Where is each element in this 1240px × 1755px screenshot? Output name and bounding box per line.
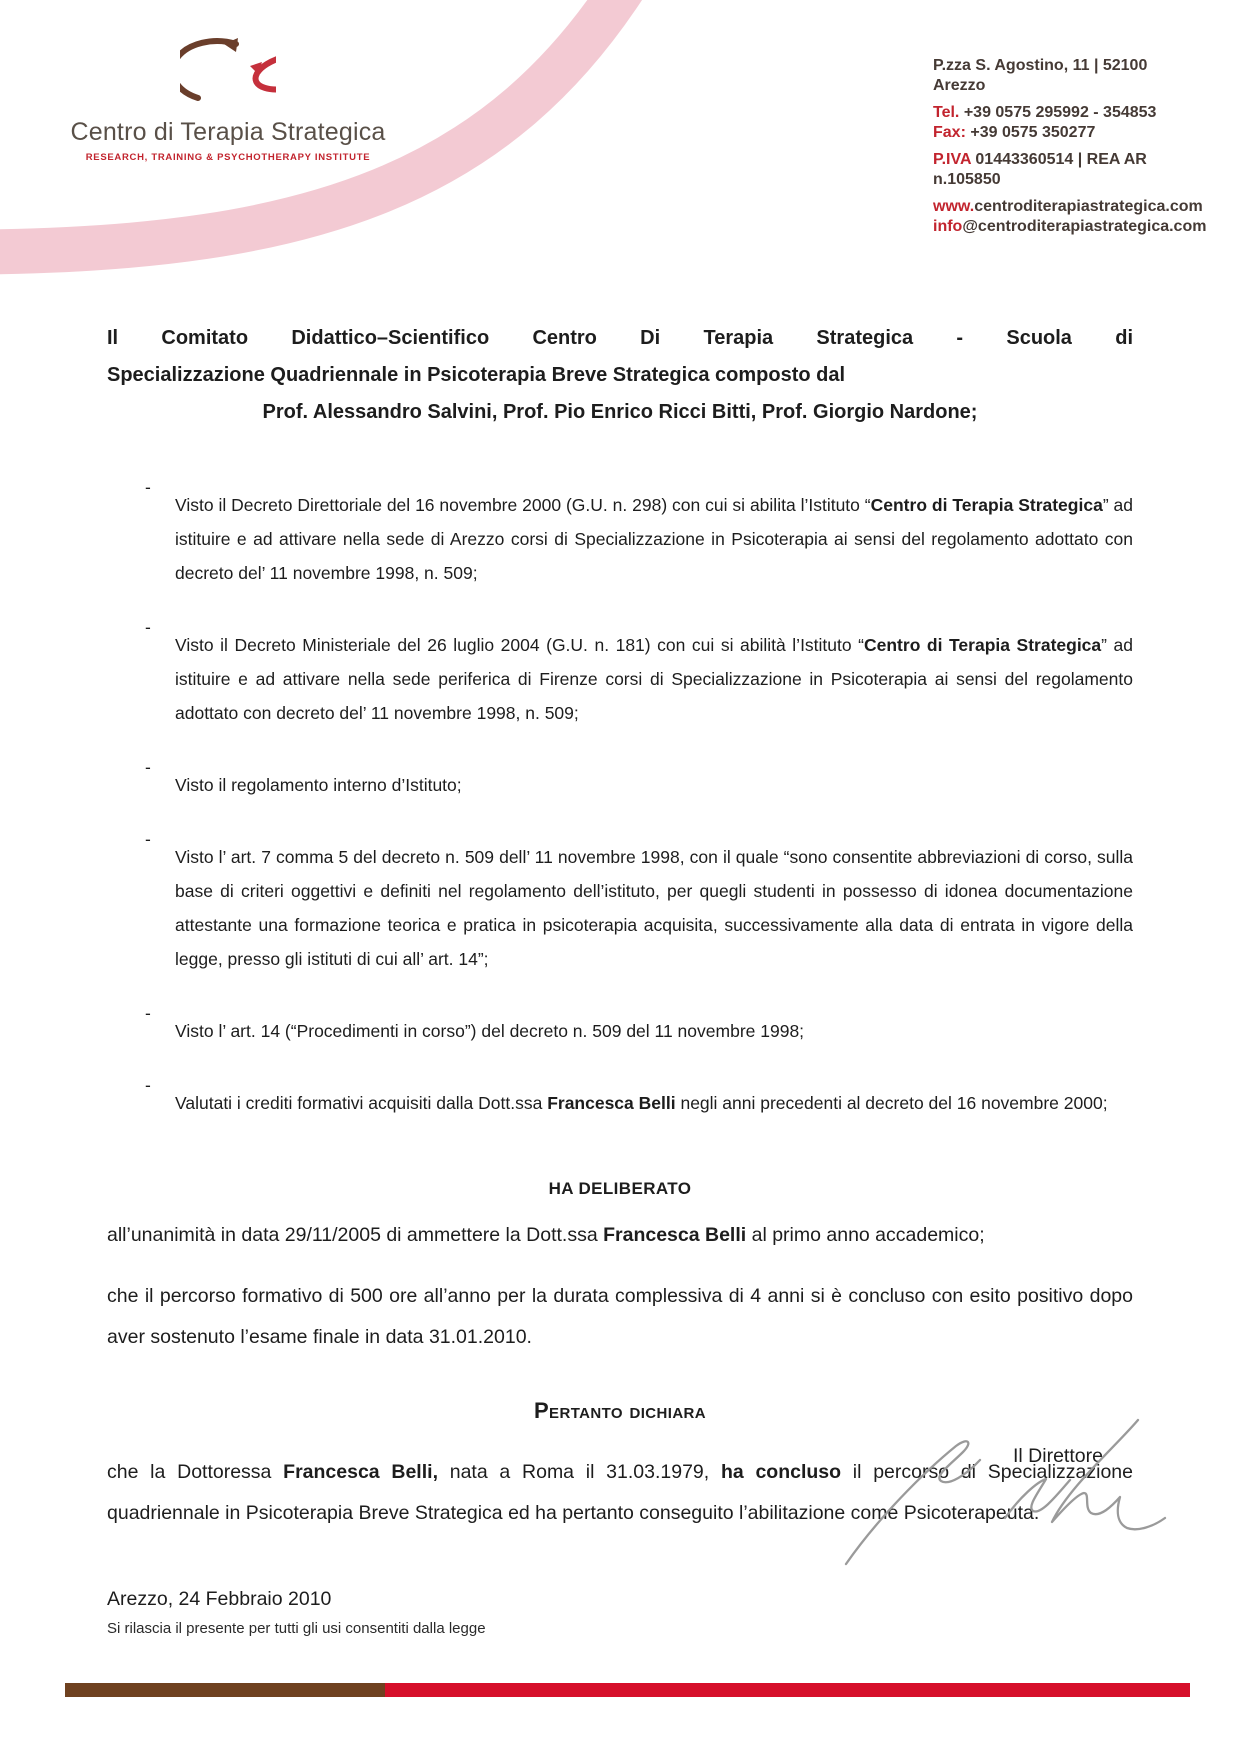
bullet-text: Visto l’ art. 7 comma 5 del decreto n. 509 dell’ 11 novembre 1998, con il quale “sono consentite abbreviazioni di corso, sulla base di criteri oggettivi e definiti nel regolamento dell’istituto, per quegli studenti in possesso di idonea documentazione attestante una formazione teorica e pratica in psicoterapia acquisita, successivamente alla data di entrata in vigore della legge, presso gli istituti di cui all’ art. 14”; <box>175 846 1133 969</box>
bullet-text: Valutati i crediti formativi acquisiti dalla Dott.ssa Francesca Belli negli anni precedenti al decreto del 16 novembre 2000; <box>175 1092 1108 1113</box>
title-line-2: Specializzazione Quadriennale in Psicoterapia Breve Strategica composto dal <box>107 364 846 386</box>
footer-note: Si rilascia il presente per tutti gli usi consentiti dalla legge <box>107 1620 486 1637</box>
contact-fax: Fax: +39 0575 350277 <box>933 124 1096 141</box>
footer-color-bar <box>65 1683 1190 1697</box>
logo-block <box>48 28 408 163</box>
contact-block <box>933 56 1207 237</box>
contact-email: info@centroditerapiastrategica.com <box>933 218 1207 235</box>
list-item <box>107 470 1133 607</box>
bullet-dash: - <box>145 757 151 777</box>
bullet-text: Visto il regolamento interno d’Istituto; <box>175 774 462 795</box>
list-item <box>107 610 1133 747</box>
logo-swirl-icon <box>180 28 276 116</box>
deliberato-paragraph-2: che il percorso formativo di 500 ore all’anno per la durata complessiva di 4 anni si è concluso con esito positivo dopo aver sostenuto l’esame finale in data 31.01.2010. <box>107 1284 1133 1348</box>
list-item <box>107 822 1133 993</box>
contact-tel: Tel. +39 0575 295992 - 354853 <box>933 104 1157 121</box>
bullet-dash: - <box>145 1075 151 1095</box>
bullet-text: Visto il Decreto Ministeriale del 26 luglio 2004 (G.U. n. 181) con cui si abilità l’Istituto “Centro di Terapia Strategica” ad istituire e ad attivare nella sede periferica di Firenze corsi di Specializzazione in Psicoterapia ai sensi del regolamento adottato con decreto del’ 11 novembre 1998, n. 509; <box>175 634 1133 723</box>
logo-name: Centro di Terapia Strategica <box>70 118 386 146</box>
dichiara-paragraph: che la Dottoressa Francesca Belli, nata a Roma il 31.03.1979, ha concluso il percorso di Specializzazione quadriennale in Psicoterapia Breve Strategica ed ha pertanto conseguito l’abilitazione come Psicoterapeuta. <box>107 1460 1134 1524</box>
premise-list <box>107 470 1133 1137</box>
bullet-text: Visto l’ art. 14 (“Procedimenti in corso”) del decreto n. 509 del 11 novembre 1998; <box>175 1020 805 1041</box>
contact-website: www.centroditerapiastrategica.com <box>933 198 1203 215</box>
list-item <box>107 1068 1133 1137</box>
signer-title: Il Direttore <box>1013 1445 1103 1467</box>
document-title <box>107 320 1133 431</box>
document-body <box>107 320 1133 1611</box>
footer-bar-brown-segment <box>65 1683 385 1697</box>
list-item <box>107 750 1133 819</box>
deliberato-heading: HA DELIBERATO <box>548 1179 692 1198</box>
title-line-1: Il Comitato Didattico–Scientifico Centro Di Terapia Strategica - Scuola di <box>107 327 1133 349</box>
place-and-date: Arezzo, 24 Febbraio 2010 <box>107 1587 332 1610</box>
contact-piva: P.IVA 01443360514 | REA AR n.105850 <box>933 151 1147 188</box>
contact-address: P.zza S. Agostino, 11 | 52100 Arezzo <box>933 57 1148 94</box>
bullet-dash: - <box>145 829 151 849</box>
bullet-dash: - <box>145 1003 151 1023</box>
logo-tagline: RESEARCH, TRAINING & PSYCHOTHERAPY INSTITUTE <box>85 152 371 163</box>
footer-bar-red-segment <box>385 1683 1190 1697</box>
bullet-text: Visto il Decreto Direttoriale del 16 novembre 2000 (G.U. n. 298) con cui si abilita l’Istituto “Centro di Terapia Strategica” ad istituire e ad attivare nella sede di Arezzo corsi di Specializzazione in Psicoterapia ai sensi del regolamento adottato con decreto del’ 11 novembre 1998, n. 509; <box>175 494 1133 583</box>
dichiara-heading: Pertanto dichiara <box>533 1397 707 1423</box>
bullet-dash: - <box>145 617 151 637</box>
deliberato-paragraph-1: all’unanimità in data 29/11/2005 di ammettere la Dott.ssa Francesca Belli al primo anno accademico; <box>107 1224 985 1246</box>
bullet-dash: - <box>145 477 151 497</box>
title-line-3: Prof. Alessandro Salvini, Prof. Pio Enrico Ricci Bitti, Prof. Giorgio Nardone; <box>262 401 978 423</box>
list-item <box>107 996 1133 1065</box>
